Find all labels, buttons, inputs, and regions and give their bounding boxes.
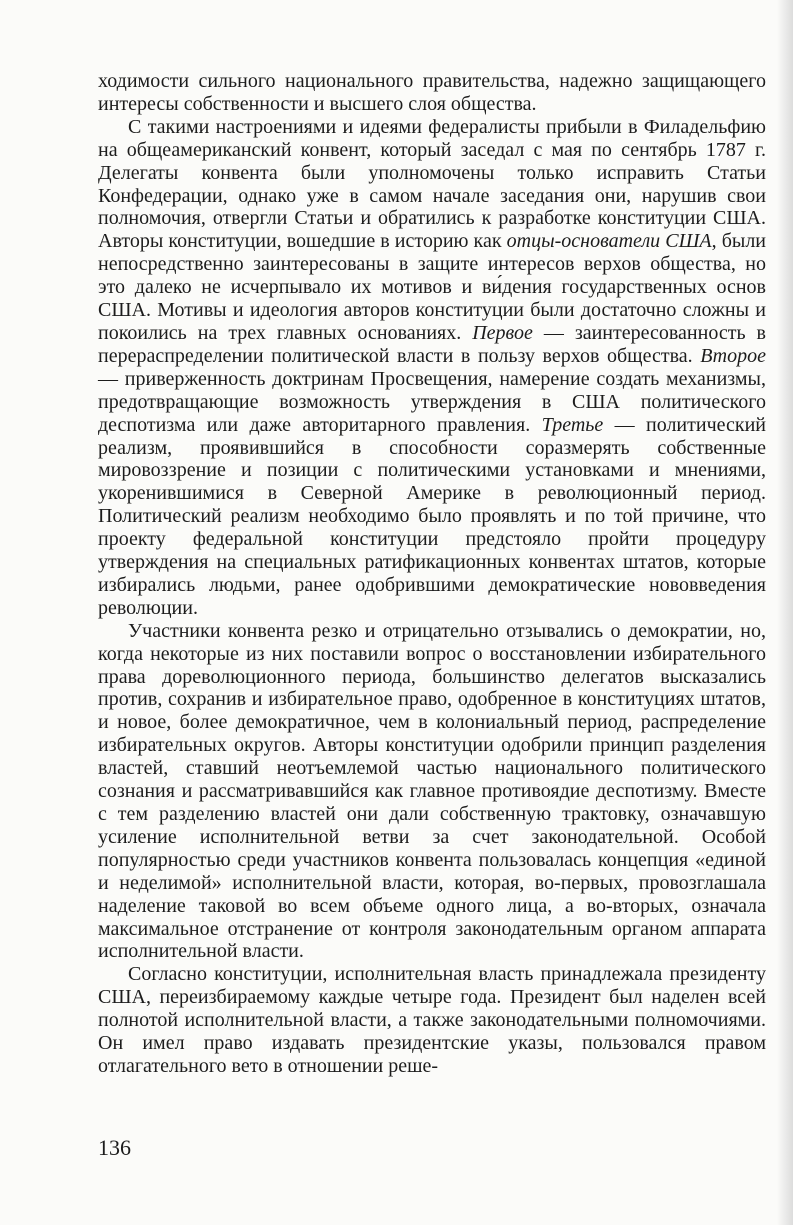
text-run: Участники конвента резко и отрицательно отзывались о демократии, но, когда некоторые из них поставили вопрос о восстановлении избирательного права дореволюционного периода, большинство делегатов высказались против, сохранив и избирательное право, одобренное в конституциях штатов, и новое, более демократичное, чем в колониальный период, распределение избирательных округов. Авторы конституции одобрили принцип разделения властей, ставший неотъемлемой частью национального политического сознания и рассматривавшийся как главное противоядие деспотизму. Вместе с тем разделению властей они дали собственную трактовку, означавшую усиление исполнительной ветви за счет законодательной. Особой популярностью среди участников конвента пользовалась концепция «единой и неделимой» исполнительной власти, которая, во-первых, провозглашала наделение таковой во всем объеме одного лица, а во-вторых, означала максимальное отстранение от контроля законодательным органом аппарата исполнительной власти. bbox=[98, 619, 766, 963]
paragraph bbox=[98, 620, 766, 964]
body-text bbox=[98, 70, 766, 1078]
italic-term: отцы-основатели США bbox=[506, 230, 712, 253]
paragraph bbox=[98, 70, 766, 116]
page-edge-shadow bbox=[777, 0, 793, 1225]
text-run: — политический реализм, проявившийся в способности соразмерять собственные мировоззрение и позиции с политическими установками и мнениями, укоренившимися в Северной Америке в революционный период. Политический реализм необходимо было проявлять и по той причине, что проекту федеральной конституции предстояло пройти процедуру утверждения на специальных ратификационных конвентах штатов, которые избирались людьми, ранее одобрившими демократические нововведения революции. bbox=[98, 413, 766, 619]
italic-term: Первое bbox=[472, 321, 533, 344]
page-number: 136 bbox=[98, 1135, 131, 1160]
text-run: — заинтересованность в перераспределении политической власти в пользу верхов общества. bbox=[98, 321, 766, 367]
paragraph bbox=[98, 963, 766, 1078]
italic-term: Второе bbox=[700, 344, 766, 367]
text-run: — приверженность доктринам Просвещения, намерение создать механизмы, предотвращающие возможность утверждения в США политического деспотизма или даже авторитарного правления. bbox=[98, 367, 766, 436]
italic-term: Третье bbox=[541, 413, 604, 436]
text-run: ходимости сильного национального правительства, надежно защищающего интересы собственности и высшего слоя общества. bbox=[98, 70, 766, 115]
text-run: Согласно конституции, исполнительная власть принадлежала президенту США, переизбираемому каждые четыре года. Президент был наделен всей полнотой исполнительной власти, а также законодательными полномочиями. Он имел право издавать президентские указы, пользовался правом отлагательного вето в отношении реше- bbox=[98, 963, 766, 1077]
text-run: , были непосредственно заинтересованы в защите интересов верхов общества, но это далеко не исчерпывало их мотивов и ви́дения государственных основ США. Мотивы и идеология авторов конституции были достаточно сложны и покоились на трех главных основаниях. bbox=[98, 230, 766, 344]
paragraph bbox=[98, 116, 766, 620]
text-run: С такими настроениями и идеями федералисты прибыли в Филадельфию на общеамериканский конвент, который заседал с мая по сентябрь 1787 г. Делегаты конвента были уполномочены только исправить Статьи Конфедерации, однако уже в самом начале заседания они, нарушив свои полномочия, отвергли Статьи и обратились к разработке конституции США. Авторы конституции, вошедшие в историю как bbox=[98, 115, 766, 253]
